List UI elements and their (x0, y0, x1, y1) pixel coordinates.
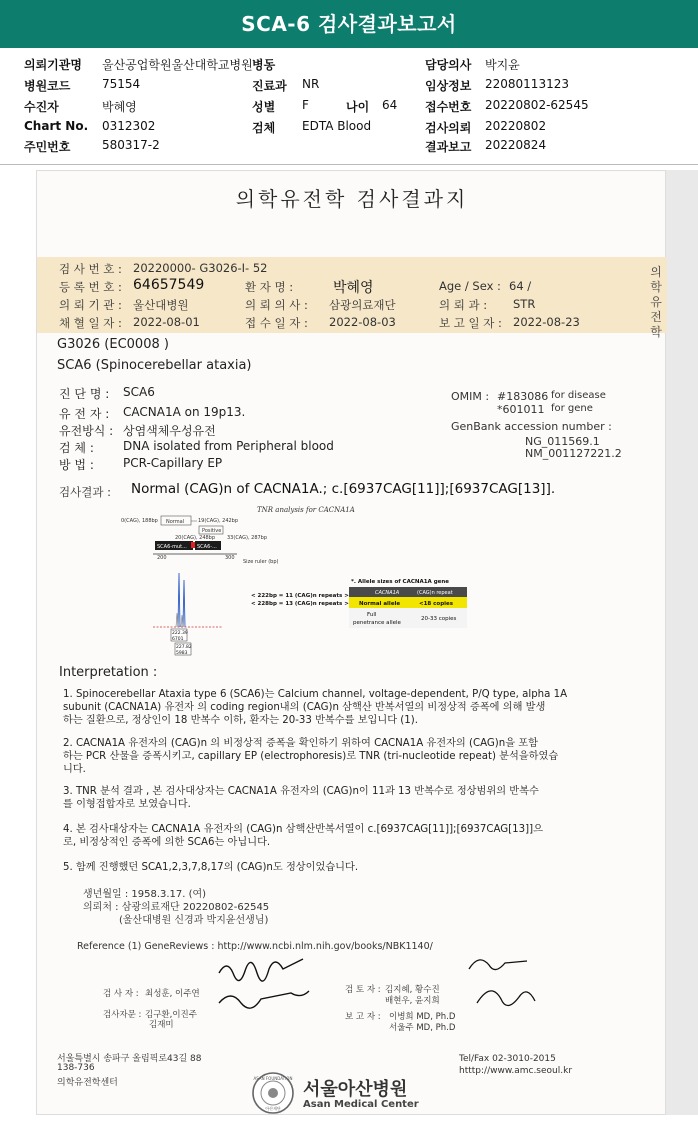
fig-label-sca-b: SCA6-... (197, 544, 217, 550)
req-inst-value: 울산대병원 (133, 298, 189, 312)
tel-fax: Tel/Fax 02-3010-2015 (459, 1054, 556, 1064)
report-date-value: 2022-08-23 (513, 315, 580, 329)
examiner-value: 최성훈, 이주연 (145, 989, 200, 999)
receipt-label: 접수번호 (425, 100, 472, 114)
stutter-peak-2 (181, 615, 183, 627)
resident-label: 주민번호 (24, 140, 71, 154)
inherit-value: 상염색체우성유전 (123, 424, 216, 438)
report-header-info (0, 52, 698, 160)
signature-examiner (219, 959, 303, 981)
peak-2-bottom: 5983 (176, 651, 188, 656)
allele-row1-b: <18 copies (419, 601, 454, 607)
fig-label-19cag: 19(CAG), 242bp (198, 518, 239, 524)
fig-label-positive: Positive (202, 528, 222, 534)
interp-p2-line3: 니다. (63, 764, 86, 775)
report-value: 20220824 (485, 138, 547, 152)
institution-label: 의뢰기관명 (24, 58, 82, 72)
request-value: 20220802 (485, 119, 547, 133)
examiner-label: 검 사 자 : (103, 989, 139, 999)
age-sex-value: 64 / (509, 279, 532, 293)
allele-col1: CACNA1A (375, 590, 400, 596)
sex-label: 성별 (252, 100, 276, 114)
omim-2: *601011 (497, 403, 545, 416)
resident-value: 580317-2 (102, 138, 160, 152)
req-dept-label: 의 뢰 과 : (439, 298, 488, 312)
clinical-label: 임상정보 (425, 79, 472, 93)
patient-label: 수진자 (24, 100, 59, 114)
report-date-label: 보 고 일 자 : (439, 316, 502, 330)
birth-date: 생년월일 : 1958.3.17. (여) (83, 889, 207, 900)
reference: Reference (1) GeneReviews : http://www.ncbi.nlm.nih.gov/books/NBK1140/ (77, 941, 433, 952)
interp-p4-line2: 로, 비정상적인 증폭에 의한 SCA6는 아닙니다. (63, 837, 271, 848)
genbank-2: NM_001127221.2 (525, 447, 622, 460)
institution-value: 울산공업학원울산대학교병원 (102, 58, 253, 72)
interpretation-title: Interpretation : (59, 665, 158, 680)
allele-title: *. Allele sizes of CACNA1A gene (351, 579, 450, 585)
dept-label: 진료과 (252, 79, 287, 93)
clinical-value: 22080113123 (485, 77, 569, 91)
ward-label: 병동 (252, 58, 276, 72)
vertical-text: 의학유전학 (650, 265, 662, 339)
ruler-200: 200 (157, 555, 167, 561)
age-value: 64 (382, 98, 398, 112)
gene-label: 유 전 자 : (59, 407, 110, 421)
asan-seal-logo (251, 1071, 295, 1115)
sex-value: F (302, 98, 309, 112)
allele-row2-a2: penetrance allele (353, 620, 401, 626)
reviewer-label: 검 토 자 : (345, 985, 381, 995)
fig-label-sca-a: SCA6-mut... (157, 544, 187, 550)
recv-value: 2022-08-03 (329, 315, 396, 329)
reporter-label: 보 고 자 : (345, 1012, 381, 1022)
allele-row1-a: Normal allele (359, 601, 401, 607)
interp-p2 (63, 737, 625, 776)
interp-p3-line2: 를 이형접합자로 보였습니다. (63, 799, 191, 810)
seal-top-text: ASAN FOUNDATION (253, 1076, 293, 1081)
inherit-label: 유전방식 : (59, 424, 114, 438)
exam-no-label: 검 사 번 호 : (59, 262, 122, 276)
logo-english: Asan Medical Center (303, 1099, 419, 1110)
peak-1-top: 222.39 (172, 631, 188, 636)
genbank-label: GenBank accession number : (451, 420, 612, 433)
reporter-value-1: 이병희 MD, Ph.D (389, 1012, 456, 1022)
fig-label-20cag: 20(CAG), 248bp (175, 535, 216, 541)
age-label: 나이 (346, 100, 370, 114)
interp-p3-line1: 3. TNR 분석 결과 , 본 검사대상자는 CACNA1A 유전자의 (CAG)n이 11과 13 반복수로 정상범위의 반복수 (63, 786, 539, 797)
repeat-line-2: < 228bp = 13 (CAG)n repeats > (251, 601, 349, 607)
sample-value: DNA isolated from Peripheral blood (123, 439, 334, 453)
report-label: 결과보고 (425, 140, 472, 154)
allele-row2-b: 20-33 copies (421, 616, 457, 622)
ruler-label: Size ruler (bp) (243, 559, 279, 565)
signature-consultant (219, 991, 309, 1008)
stutter-peak-1 (176, 613, 178, 627)
receipt-value: 20220802-62545 (485, 98, 589, 112)
ruler-300: 300 (225, 555, 235, 561)
logo-korean: 서울아산병원 (303, 1079, 408, 1100)
diag-value: SCA6 (123, 385, 155, 399)
repeat-line-1: < 222bp = 11 (CAG)n repeats > (251, 593, 349, 599)
consultant-value-1: 김구환,이진주 (145, 1010, 197, 1020)
chart-value: 0312302 (102, 119, 156, 133)
doc-title: 의학유전학 검사결과지 (235, 187, 469, 211)
reporter-value-2: 서울주 MD, Ph.D (389, 1023, 456, 1033)
chart-label: Chart No. (24, 119, 89, 133)
interp-p2-line2: 하는 PCR 산물을 증폭시키고, capillary EP (electrophoresis)로 TNR (tri-nucleotide repeat) 분석을하였습 (63, 751, 559, 762)
peak-2-top: 227.82 (176, 645, 192, 650)
allele-col2: (CAG)n repeat (417, 590, 453, 596)
genbank-1: NG_011569.1 (525, 435, 600, 448)
fig-label-0cag: 0(CAG), 188bp (121, 518, 158, 524)
tnr-analysis-figure (37, 501, 667, 671)
patient-name-label: 환 자 명 : (245, 280, 294, 294)
peak-2 (183, 580, 185, 627)
sample-label: 검 체 : (59, 441, 94, 455)
allele-row2-a1: Full (367, 612, 377, 618)
fig-label-normal: Normal (166, 519, 185, 525)
interp-p4-line1: 4. 본 검사대상자는 CACNA1A 유전자의 (CAG)n 삼핵산반복서열이 c.[6937CAG[11]];[6937CAG[13]]으 (63, 824, 543, 835)
signatures-scribbles (37, 951, 667, 1041)
test-code: G3026 (EC0008 ) (57, 337, 169, 352)
reg-no-value: 64657549 (133, 277, 205, 293)
result-value: Normal (CAG)n of CACNA1A.; c.[6937CAG[11]];[6937CAG[13]]. (131, 481, 556, 497)
seal-bottom-text: 아산재단 (265, 1106, 281, 1111)
gene-value: CACNA1A on 19p13. (123, 405, 246, 419)
omim-label: OMIM : (451, 390, 490, 403)
fig-label-33cag: 33(CAG), 287bp (227, 535, 268, 541)
omim-2-desc: for gene (551, 403, 593, 414)
interp-p1 (63, 688, 625, 727)
peak-1 (178, 573, 180, 627)
collect-value: 2022-08-01 (133, 315, 200, 329)
result-label: 검사결과 : (59, 485, 111, 499)
reviewer-value-1: 김지혜, 황수진 (385, 985, 440, 995)
interp-p1-line2: subunit (CACNA1A) 유전자 의 coding region내의 (CAG)n 삼핵산 반복서열의 비정상적 증폭에 의해 발생 (63, 702, 546, 713)
specimen-value: EDTA Blood (302, 119, 372, 133)
seal-center (268, 1088, 278, 1098)
interp-p3 (63, 785, 625, 811)
peak-1-bottom: 6701 (172, 637, 184, 642)
patient-name-value: 박혜영 (333, 280, 374, 296)
specimen-label: 검체 (252, 121, 276, 135)
method-value: PCR-Capillary EP (123, 456, 223, 470)
interp-p5-line1: 5. 함께 진행했던 SCA1,2,3,7,8,17의 (CAG)n도 정상이었습니다. (63, 862, 359, 873)
website-url: htttp://www.amc.seoul.kr (459, 1066, 573, 1076)
interp-p2-line1: 2. CACNA1A 유전자의 (CAG)n 의 비정상적 증폭을 확인하기 위하여 CACNA1A 유전자의 (CAG)n을 포함 (63, 738, 538, 749)
test-name: SCA6 (Spinocerebellar ataxia) (57, 358, 252, 373)
method-label: 방 법 : (59, 458, 94, 472)
address-1: 서울특별시 송파구 올림픽로43길 88 (57, 1054, 202, 1064)
requester-2: (울산대병원 신경과 박지윤선생님) (119, 915, 269, 926)
address-2: 138-736 (57, 1063, 95, 1073)
reviewer-value-2: 배현우, 윤지희 (385, 996, 440, 1006)
age-sex-label: Age / Sex : (439, 279, 501, 293)
consultant-value-2: 김재미 (149, 1020, 174, 1030)
scroll-strip (664, 170, 698, 1115)
exam-no-value: 20220000- G3026-I- 52 (133, 261, 268, 275)
report-title: SCA-6 검사결과보고서 (0, 0, 698, 48)
req-inst-label: 의 뢰 기 관 : (59, 298, 122, 312)
dept-value: NR (302, 77, 320, 91)
diag-label: 진 단 명 : (59, 387, 110, 401)
address-3: 의학유전학센터 (57, 1078, 118, 1088)
request-label: 검사의뢰 (425, 121, 472, 135)
recv-label: 접 수 일 자 : (245, 316, 308, 330)
signature-reporter (477, 991, 535, 1006)
signature-reviewer (469, 960, 527, 970)
doctor-value: 박지윤 (485, 58, 520, 72)
req-doctor-value: 삼광의료재단 (329, 298, 396, 312)
red-marker (191, 542, 195, 548)
scanned-report (36, 170, 666, 1115)
interp-p1-line1: 1. Spinocerebellar Ataxia type 6 (SCA6)는 Calcium channel, voltage-dependent, P/Q type, alpha 1A (63, 689, 568, 700)
req-doctor-label: 의 뢰 의 사 : (245, 298, 308, 312)
hospital-code-value: 75154 (102, 77, 141, 91)
requester: 의뢰처 : 삼광의료재단 20220802-62545 (83, 902, 270, 913)
doctor-label: 담당의사 (425, 58, 472, 72)
hospital-code-label: 병원코드 (24, 79, 71, 93)
interp-p5 (63, 861, 625, 874)
interp-p4 (63, 823, 625, 849)
reg-no-label: 등 록 번 호 : (59, 280, 122, 294)
req-dept-value: STR (513, 297, 536, 311)
interp-p1-line3: 하는 질환으로, 정상인이 18 반복수 이하, 환자는 20-33 반복수를 보입니다 (1). (63, 715, 418, 726)
patient-value: 박혜영 (102, 100, 137, 114)
consultant-label: 검사자문 : (103, 1010, 142, 1020)
collect-label: 채 혈 일 자 : (59, 316, 122, 330)
header-divider (0, 164, 698, 165)
tnr-title: TNR analysis for CACNA1A (257, 506, 355, 514)
omim-1: #183086 (497, 390, 549, 403)
omim-1-desc: for disease (551, 390, 606, 401)
